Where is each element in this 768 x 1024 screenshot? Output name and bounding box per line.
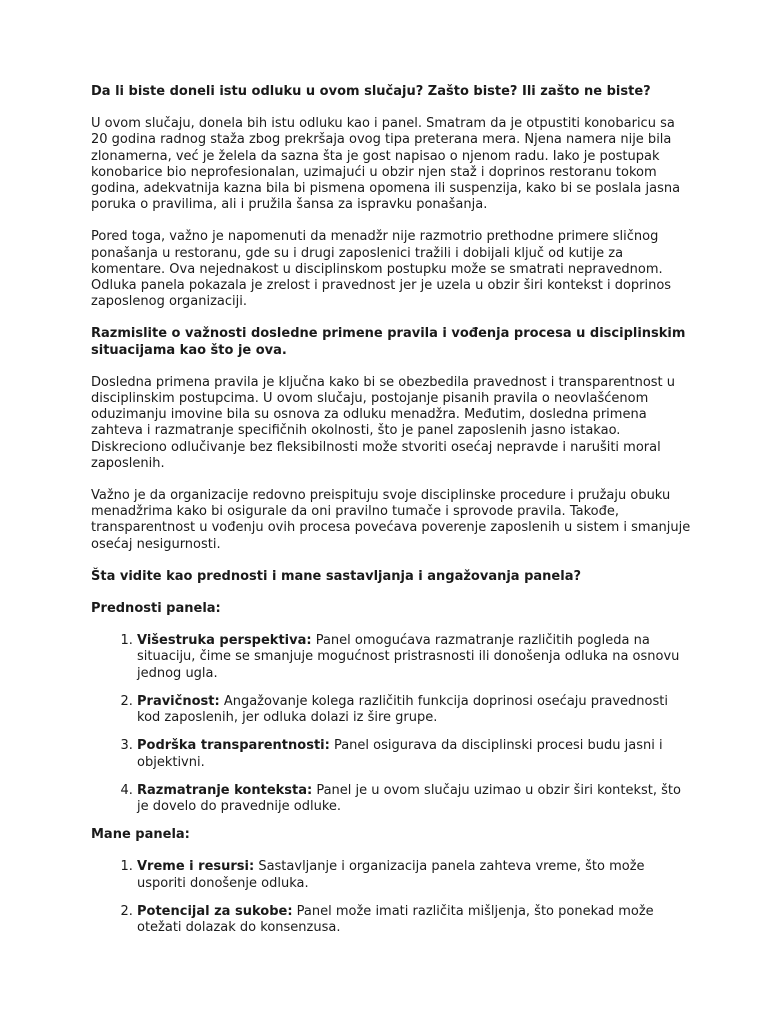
list-item <box>137 859 691 891</box>
question-2-paragraph-1: Dosledna primena pravila je ključna kako bi se obezbedila pravednost i transparentnost u disciplinskim postupcima. U ovom slučaju, postojanje pisanih pravila o neovlašćenom oduzimanju imovine bila su osnova za odluku menadžra. Međutim, dosledna primena zahteva i razmatranje specifičnih okolnosti, što je panel zaposlenih jasno istakao. Diskreciono odlučivanje bez fleksibilnosti može stvoriti osećaj nepravde i narušiti moral zaposlenih. <box>91 374 676 471</box>
document-page <box>91 84 691 948</box>
list-item-term: Vreme i resursi: <box>137 859 255 875</box>
list-item-text: Sastavljanje i organizacija panela zahteva vreme, što može usporiti donošenje odluka. <box>137 859 645 891</box>
list-item-text: Panel osigurava da disciplinski procesi budu jasni i objektivni. <box>137 738 663 770</box>
question-2-heading: Razmislite o važnosti dosledne primene pravila i vođenja procesa u disciplinskim situacijama kao što je ova. <box>91 326 686 358</box>
list-item-text: Panel može imati različita mišljenja, što ponekad može otežati dolazak do konsenzusa. <box>137 903 654 935</box>
list-item-text: Angažovanje kolega različitih funkcija doprinosi osećaju pravednosti kod zaposlenih, jer odluka dolazi iz šire grupe. <box>137 693 668 726</box>
pros-heading: Prednosti panela: <box>91 601 221 617</box>
cons-heading: Mane panela: <box>91 827 190 843</box>
list-item <box>137 783 691 815</box>
question-2-paragraph-2: Važno je da organizacije redovno preispituju svoje disciplinske procedure i pružaju obuku menadžrima kako bi osigurale da oni pravilno tumače i sprovode pravila. Takođe, transparentnost u vođenju ovih procesa povećava poverenje zaposlenih u sistem i smanjuje osećaj nesigurnosti. <box>91 488 691 552</box>
list-item-term: Višestruka perspektiva: <box>137 633 312 649</box>
question-1-paragraph-1: U ovom slučaju, donela bih istu odluku kao i panel. Smatram da je otpustiti konobaricu sa 20 godina radnog staža zbog prekršaja ovog tipa preterana mera. Njena namera nije bila zlonamerna, već je želela da sazna šta je gost napisao o njenom radu. Iako je postupak konobarice bio neprofesionalan, uzimajući u obzir njen staž i doprinos restoranu tokom godina, adekvatnija kazna bila bi pismena opomena ili suspenzija, kako bi se poslala jasna poruka o pravilima, ali i pružila šansa za ispravku ponašanja. <box>91 116 681 213</box>
list-item-term: Pravičnost: <box>137 693 220 709</box>
question-1-heading: Da li biste doneli istu odluku u ovom slučaju? Zašto biste? Ili zašto ne biste? <box>91 84 651 99</box>
list-item <box>137 904 691 936</box>
list-item <box>137 694 691 726</box>
question-3-heading: Šta vidite kao prednosti i mane sastavljanja i angažovanja panela? <box>91 568 582 584</box>
list-item-term: Potencijal za sukobe: <box>137 903 293 919</box>
cons-list <box>91 859 691 936</box>
list-item <box>137 633 691 682</box>
list-item <box>137 738 691 770</box>
pros-list <box>91 633 691 815</box>
list-item-term: Podrška transparentnosti: <box>137 738 330 754</box>
question-1-paragraph-2: Pored toga, važno je napomenuti da menadžr nije razmotrio prethodne primere sličnog ponašanja u restoranu, gde su i drugi zaposlenici tražili i dobijali ključ od kutije za komentare. Ova nejednakost u disciplinskom postupku može se smatrati nepravednom. Odluka panela pokazala je zrelost i pravednost jer je uzela u obzir širi kontekst i doprinos zaposlenog organizaciji. <box>91 229 672 310</box>
list-item-text: Panel je u ovom slučaju uzimao u obzir širi kontekst, što je dovelo do pravednije odluke. <box>137 782 681 814</box>
list-item-term: Razmatranje konteksta: <box>137 782 313 798</box>
list-item-text: Panel omogućava razmatranje različitih pogleda na situaciju, čime se smanjuje mogućnost pristrasnosti ili donošenja odluka na osnovu jednog ugla. <box>137 633 680 681</box>
